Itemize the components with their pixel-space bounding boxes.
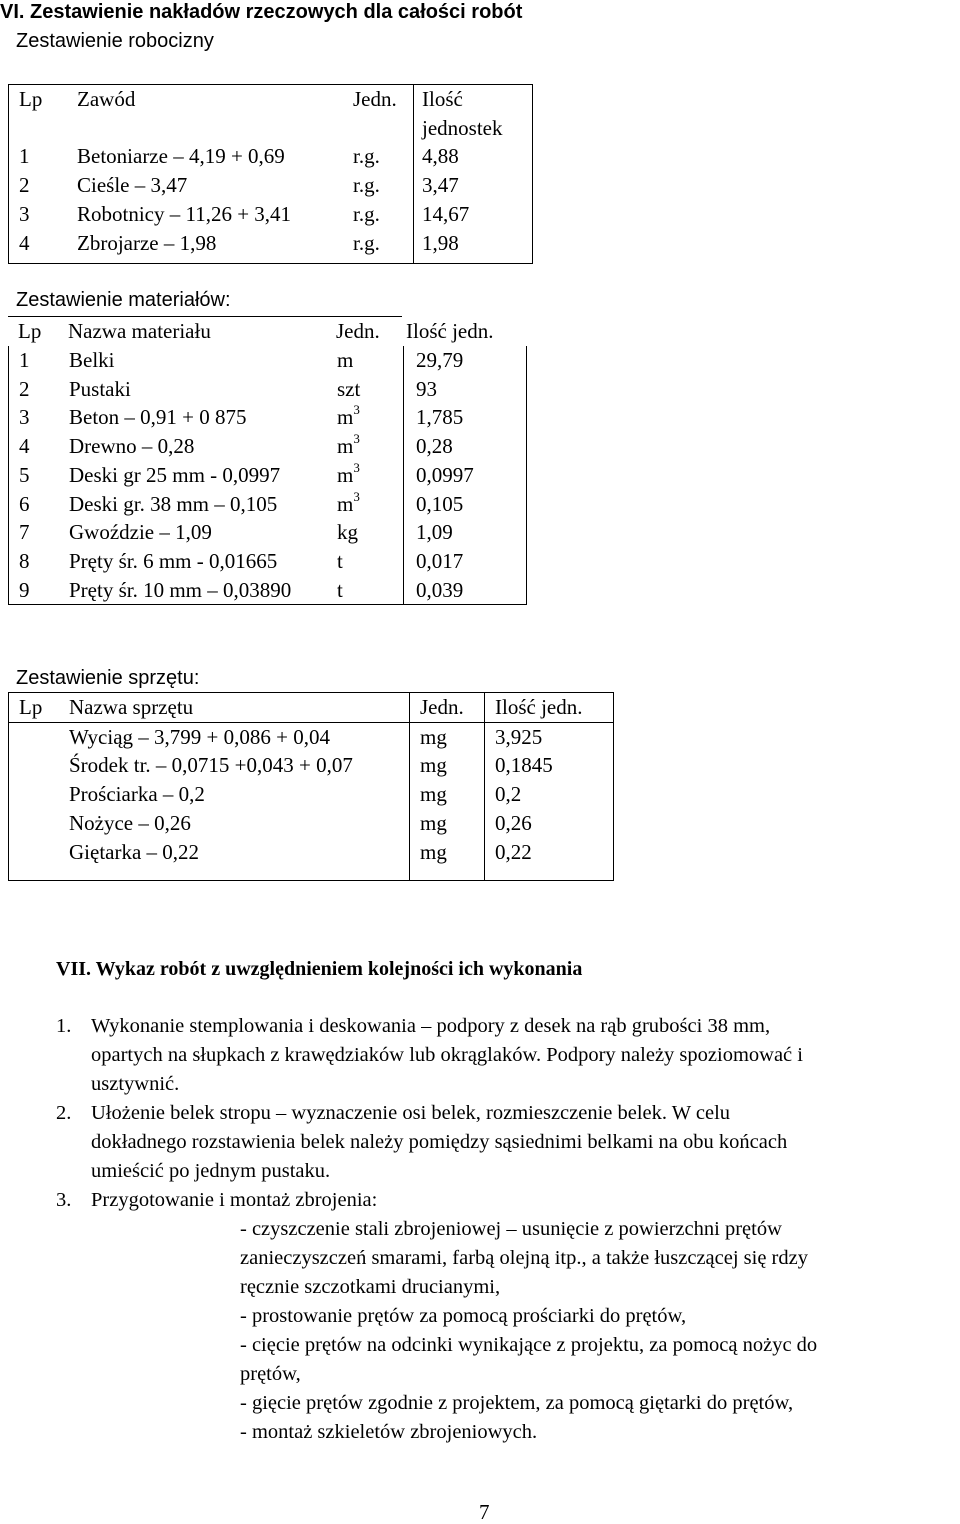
cell-text: 0,0997: [416, 462, 474, 487]
cell: [323, 375, 404, 404]
cell: [323, 461, 404, 490]
sub-list-line: - montaż szkieletów zbrojeniowych.: [240, 1421, 538, 1443]
list-item-line: Ułożenie belek stropu – wyznaczenie osi belek, rozmieszczenie belek. W celu: [91, 1102, 731, 1124]
cell-text: 2: [19, 376, 30, 401]
cell: [9, 432, 64, 461]
cell: 4,88: [414, 142, 533, 171]
cell-text: 7: [19, 520, 30, 545]
cell: [9, 490, 64, 519]
cell-text: 29,79: [416, 348, 464, 372]
cell: 3: [19, 201, 30, 226]
cell-text: 93: [416, 376, 437, 401]
cell: r.g.: [353, 230, 380, 255]
cell-text: m: [337, 491, 354, 516]
cell: mg: [410, 780, 485, 809]
cell: 4: [19, 230, 30, 255]
cell: [9, 346, 64, 375]
sub-list-line: ręcznie szczotkami drucianymi,: [240, 1276, 501, 1298]
cell: [63, 346, 323, 375]
table-row: [9, 375, 527, 404]
cell: mg: [410, 838, 485, 881]
cell: r.g.: [353, 144, 380, 169]
table-header: Zawód: [77, 87, 136, 111]
unit-exponent: 3: [353, 459, 360, 475]
list-item-line: dokładnego rozstawienia belek należy pomiędzy sąsiednimi belkami na obu końcach: [91, 1131, 788, 1153]
table-row: [9, 461, 527, 490]
cell: [9, 838, 64, 881]
table-row: [9, 751, 614, 780]
cell: [323, 490, 404, 519]
sub-list-line: - czyszczenie stali zbrojeniowej – usunięcie z powierzchni prętów: [240, 1218, 782, 1240]
cell: [63, 518, 323, 547]
cell: [323, 346, 404, 375]
section-7-title: VII. Wykaz robót z uwzględnieniem kolejności ich wykonania: [56, 958, 583, 980]
list-item-line: usztywnić.: [91, 1073, 180, 1095]
table-header: [414, 85, 533, 143]
cell: mg: [410, 722, 485, 751]
cell-text: 9: [19, 577, 30, 602]
cell-text: 6: [19, 491, 30, 516]
cell-text: 1: [19, 348, 30, 372]
list-item-number: 3.: [56, 1189, 72, 1211]
list-item-line: Przygotowanie i montaż zbrojenia:: [91, 1189, 378, 1211]
cell: mg: [410, 809, 485, 838]
table-row: [9, 547, 527, 576]
cell: 0,2: [485, 780, 614, 809]
cell: [63, 547, 323, 576]
cell: [63, 403, 323, 432]
cell: [404, 375, 527, 404]
cell: Nożyce – 0,26: [69, 810, 191, 835]
list-item-number: 2.: [56, 1102, 72, 1124]
cell: 2: [19, 173, 30, 198]
header-line: Ilość: [422, 87, 463, 111]
sub-list-line: - prostowanie prętów za pomocą prościarki do prętów,: [240, 1305, 687, 1327]
unit-exponent: 3: [353, 488, 360, 504]
cell-text: t: [337, 548, 343, 573]
cell: [9, 403, 64, 432]
cell: [404, 518, 527, 547]
cell-text: 8: [19, 548, 30, 573]
table-header: Lp: [8, 317, 62, 346]
cell: [9, 547, 64, 576]
cell: [323, 403, 404, 432]
cell: 0,26: [485, 809, 614, 838]
labor-title: Zestawienie robocizny: [16, 30, 214, 52]
cell: [323, 547, 404, 576]
cell: 0,1845: [485, 751, 614, 780]
cell: 14,67: [414, 200, 533, 229]
cell: 3,47: [414, 171, 533, 200]
table-row: [9, 403, 527, 432]
cell: Środek tr. – 0,0715 +0,043 + 0,07: [69, 753, 353, 778]
page-number: 7: [479, 1500, 490, 1524]
cell: [404, 346, 527, 375]
cell: [404, 432, 527, 461]
cell-text: 3: [19, 405, 30, 430]
cell: [9, 461, 64, 490]
table-header: Ilość jedn.: [406, 318, 494, 343]
materials-body: [8, 346, 527, 605]
unit-exponent: 3: [353, 431, 360, 447]
cell-text: Beton – 0,91 + 0 875: [69, 405, 247, 430]
cell: [9, 722, 64, 751]
cell: [404, 547, 527, 576]
cell-text: 4: [19, 434, 30, 459]
cell: [63, 375, 323, 404]
cell: Prościarka – 0,2: [69, 782, 205, 807]
cell-text: Belki: [69, 348, 115, 372]
cell: [323, 518, 404, 547]
table-header: Ilość jedn.: [485, 693, 614, 723]
table-header-row: [9, 85, 533, 143]
table-header-row: [9, 693, 614, 723]
cell-text: m: [337, 462, 354, 487]
cell: [323, 432, 404, 461]
cell-text: Drewno – 0,28: [69, 434, 195, 459]
unit-exponent: 3: [353, 402, 360, 418]
cell-text: 0,017: [416, 548, 464, 573]
cell-text: 5: [19, 462, 30, 487]
table-row: [9, 200, 533, 229]
cell-text: Pręty śr. 10 mm – 0,03890: [69, 577, 292, 602]
cell-text: m: [337, 348, 354, 372]
cell: Cieśle – 3,47: [77, 173, 188, 198]
cell: [9, 375, 64, 404]
cell-text: m: [337, 405, 354, 430]
table-row: [9, 838, 614, 881]
cell: [63, 576, 323, 605]
table-row: [9, 142, 533, 171]
equipment-table: [8, 692, 614, 881]
table-header: Lp: [19, 87, 43, 111]
cell: r.g.: [353, 201, 380, 226]
section-6-title: VI. Zestawienie nakładów rzeczowych dla całości robót: [0, 1, 523, 23]
equipment-title: Zestawienie sprzętu:: [16, 667, 200, 689]
list-item-line: umieścić po jednym pustaku.: [91, 1160, 331, 1182]
cell: [404, 490, 527, 519]
table-row: [9, 780, 614, 809]
cell-text: kg: [337, 520, 358, 545]
cell-text: t: [337, 577, 343, 602]
table-row: [9, 229, 533, 264]
cell: [323, 576, 404, 605]
sub-list-line: prętów,: [240, 1363, 301, 1385]
table-header: Jedn.: [322, 317, 402, 346]
cell-text: szt: [337, 376, 361, 401]
cell-text: m: [337, 434, 354, 459]
table-header-row: [8, 317, 516, 346]
cell: [9, 751, 64, 780]
cell: [63, 490, 323, 519]
table-row: [9, 518, 527, 547]
list-item-line: opartych na słupkach z krawędziaków lub okrąglaków. Podpory należy spoziomować i: [91, 1044, 803, 1066]
sub-list-line: - gięcie prętów zgodnie z projektem, za pomocą giętarki do prętów,: [240, 1392, 794, 1414]
table-header: Lp: [9, 693, 64, 723]
table-row: [9, 346, 527, 375]
cell: [404, 576, 527, 605]
list-item-number: 1.: [56, 1015, 72, 1037]
cell: mg: [410, 751, 485, 780]
cell-text: Pustaki: [69, 376, 131, 401]
sub-list-line: - cięcie prętów na odcinki wynikające z projektu, za pomocą nożyc do: [240, 1334, 818, 1356]
cell: Robotnicy – 11,26 + 3,41: [77, 201, 292, 226]
table-header: Nazwa sprzętu: [63, 693, 410, 723]
cell: Betoniarze – 4,19 + 0,69: [77, 144, 285, 169]
table-row: [9, 490, 527, 519]
materials-title: Zestawienie materiałów:: [16, 289, 231, 311]
table-row: [9, 809, 614, 838]
cell: Zbrojarze – 1,98: [77, 230, 217, 255]
table-row: [9, 576, 527, 605]
cell: [9, 780, 64, 809]
cell-text: Deski gr. 38 mm – 0,105: [69, 491, 278, 516]
table-row: [9, 171, 533, 200]
cell: [9, 809, 64, 838]
cell: Wyciąg – 3,799 + 0,086 + 0,04: [69, 724, 330, 749]
cell: 1,98: [414, 229, 533, 264]
cell-text: 1,09: [416, 520, 453, 545]
cell: [404, 403, 527, 432]
cell: 0,22: [485, 838, 614, 881]
cell: Giętarka – 0,22: [69, 839, 200, 864]
cell-text: 0,105: [416, 491, 464, 516]
cell-text: Pręty śr. 6 mm - 0,01665: [69, 548, 278, 573]
cell: 3,925: [485, 722, 614, 751]
sub-list-line: zanieczyszczeń smarami, farbą olejną itp., a także łuszczącej się rdzy: [240, 1247, 808, 1269]
header-line: jednostek: [422, 115, 503, 140]
cell-text: Deski gr 25 mm - 0,0997: [69, 462, 281, 487]
cell: [63, 432, 323, 461]
table-header: Jedn.: [353, 87, 397, 111]
cell: [63, 461, 323, 490]
list-item-line: Wykonanie stemplowania i deskowania – podpory z desek na rąb grubości 38 mm,: [91, 1015, 771, 1037]
table-row: [9, 432, 527, 461]
labor-table: [8, 84, 533, 264]
table-header: Jedn.: [410, 693, 485, 723]
cell-text: 0,28: [416, 434, 453, 459]
cell: 1: [19, 144, 30, 169]
cell-text: 0,039: [416, 577, 464, 602]
cell: [404, 461, 527, 490]
cell-text: 1,785: [416, 405, 464, 430]
table-row: [9, 722, 614, 751]
materials-table: [8, 316, 516, 346]
table-header: Nazwa materiału: [62, 317, 322, 346]
cell: [9, 576, 64, 605]
cell: r.g.: [353, 173, 380, 198]
cell: [9, 518, 64, 547]
cell-text: Gwoździe – 1,09: [69, 520, 212, 545]
